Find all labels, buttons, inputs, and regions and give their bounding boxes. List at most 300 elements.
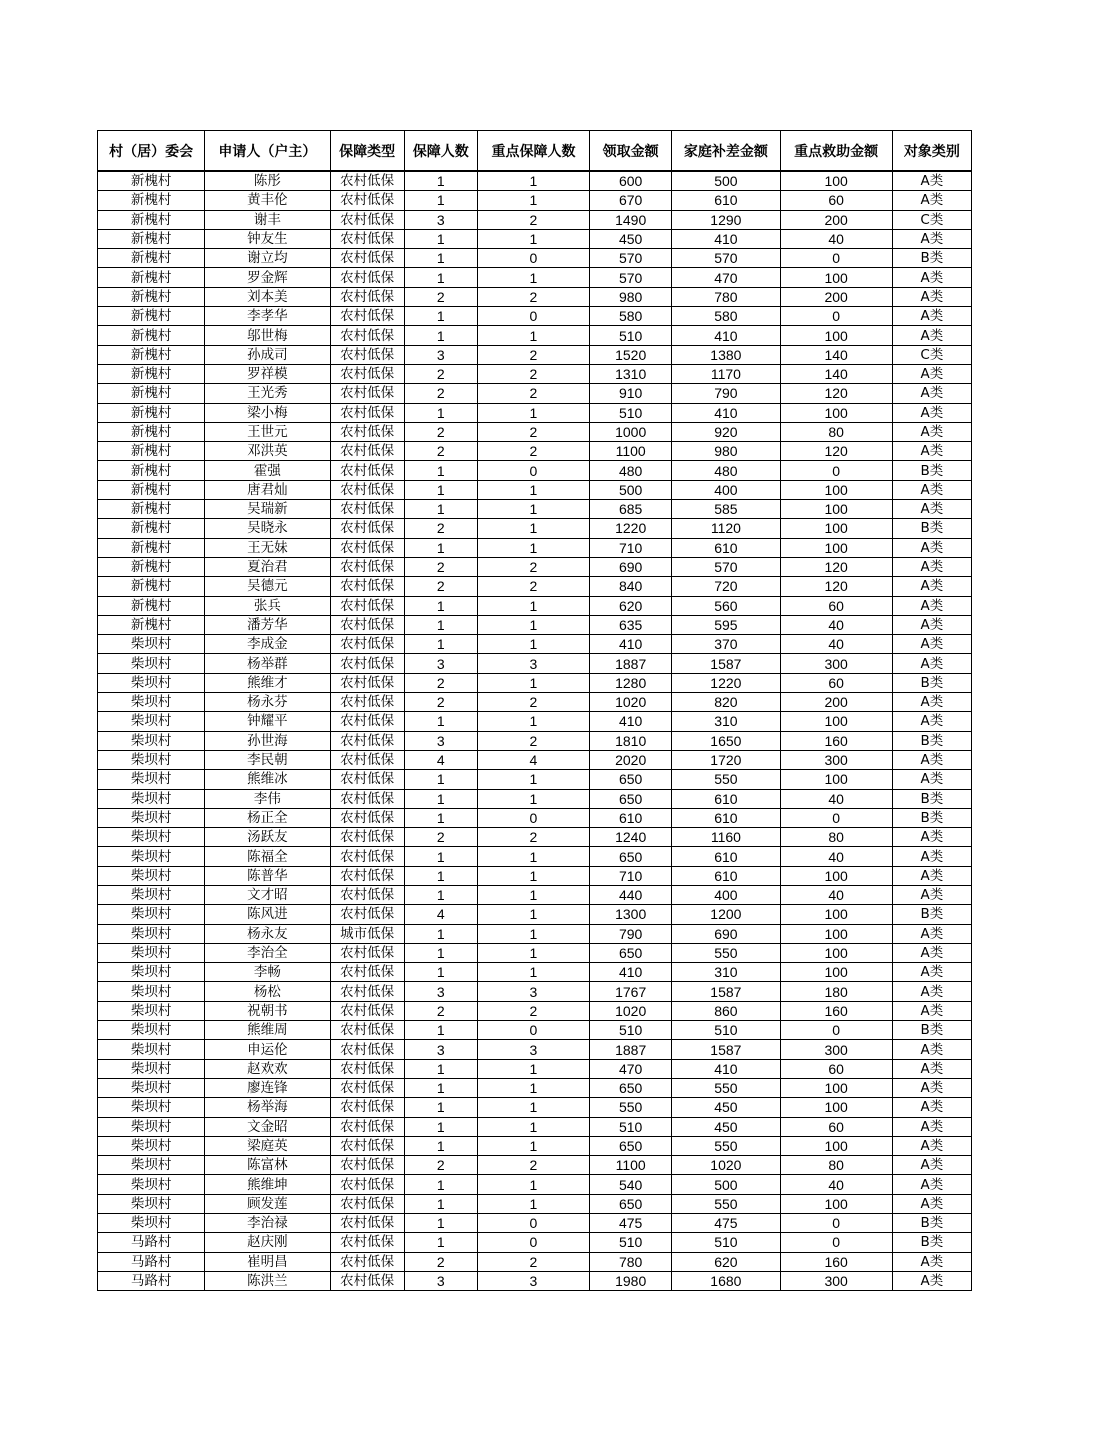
cell-received-amount: 650 xyxy=(590,847,672,866)
cell-family-subsidy: 780 xyxy=(672,287,780,306)
cell-family-subsidy: 610 xyxy=(672,789,780,808)
cell-security-type: 农村低保 xyxy=(330,808,404,827)
cell-key-relief: 0 xyxy=(780,808,892,827)
cell-applicant: 熊维周 xyxy=(205,1021,330,1040)
cell-received-amount: 610 xyxy=(590,808,672,827)
cell-category: B类 xyxy=(892,1021,971,1040)
table-row xyxy=(98,326,972,345)
cell-key-covered-count: 1 xyxy=(477,171,589,191)
cell-category: A类 xyxy=(892,577,971,596)
table-row xyxy=(98,1117,972,1136)
cell-applicant: 杨举群 xyxy=(205,654,330,673)
cell-village: 柴坝村 xyxy=(98,1214,205,1233)
cell-key-relief: 100 xyxy=(780,326,892,345)
cell-village: 新槐村 xyxy=(98,519,205,538)
cell-village: 新槐村 xyxy=(98,268,205,287)
cell-key-covered-count: 1 xyxy=(477,403,589,422)
table-row xyxy=(98,750,972,769)
table-row xyxy=(98,171,972,191)
cell-security-type: 农村低保 xyxy=(330,422,404,441)
cell-security-type: 农村低保 xyxy=(330,480,404,499)
cell-key-relief: 200 xyxy=(780,693,892,712)
cell-key-covered-count: 0 xyxy=(477,1021,589,1040)
cell-key-covered-count: 1 xyxy=(477,712,589,731)
cell-village: 柴坝村 xyxy=(98,1194,205,1213)
table-row xyxy=(98,885,972,904)
cell-security-type: 农村低保 xyxy=(330,905,404,924)
cell-family-subsidy: 500 xyxy=(672,1175,780,1194)
cell-key-covered-count: 1 xyxy=(477,229,589,248)
cell-security-type: 农村低保 xyxy=(330,770,404,789)
cell-security-type: 农村低保 xyxy=(330,538,404,557)
cell-covered-count: 1 xyxy=(404,1059,477,1078)
table-row xyxy=(98,693,972,712)
cell-applicant: 文金昭 xyxy=(205,1117,330,1136)
cell-applicant: 王光秀 xyxy=(205,384,330,403)
cell-applicant: 陈福全 xyxy=(205,847,330,866)
cell-applicant: 顾发莲 xyxy=(205,1194,330,1213)
cell-village: 新槐村 xyxy=(98,384,205,403)
cell-village: 柴坝村 xyxy=(98,1136,205,1155)
cell-covered-count: 1 xyxy=(404,1078,477,1097)
cell-covered-count: 1 xyxy=(404,808,477,827)
cell-applicant: 刘本美 xyxy=(205,287,330,306)
cell-village: 柴坝村 xyxy=(98,1175,205,1194)
cell-family-subsidy: 410 xyxy=(672,1059,780,1078)
cell-security-type: 农村低保 xyxy=(330,1194,404,1213)
header-key-covered-count: 重点保障人数 xyxy=(477,131,589,172)
cell-applicant: 吴瑞新 xyxy=(205,500,330,519)
cell-key-covered-count: 1 xyxy=(477,1136,589,1155)
cell-key-covered-count: 2 xyxy=(477,442,589,461)
cell-received-amount: 510 xyxy=(590,1117,672,1136)
cell-covered-count: 1 xyxy=(404,635,477,654)
cell-covered-count: 3 xyxy=(404,1271,477,1290)
cell-received-amount: 650 xyxy=(590,789,672,808)
cell-category: A类 xyxy=(892,847,971,866)
cell-applicant: 钟耀平 xyxy=(205,712,330,731)
cell-security-type: 农村低保 xyxy=(330,1001,404,1020)
assistance-table xyxy=(97,130,972,1291)
cell-key-relief: 0 xyxy=(780,1021,892,1040)
table-row xyxy=(98,828,972,847)
cell-category: A类 xyxy=(892,326,971,345)
cell-key-covered-count: 0 xyxy=(477,461,589,480)
cell-applicant: 唐君灿 xyxy=(205,480,330,499)
cell-security-type: 农村低保 xyxy=(330,1098,404,1117)
cell-key-covered-count: 2 xyxy=(477,1252,589,1271)
cell-key-covered-count: 0 xyxy=(477,1214,589,1233)
cell-key-relief: 100 xyxy=(780,519,892,538)
cell-category: A类 xyxy=(892,885,971,904)
cell-key-covered-count: 1 xyxy=(477,1078,589,1097)
cell-village: 柴坝村 xyxy=(98,789,205,808)
cell-key-relief: 100 xyxy=(780,1078,892,1097)
cell-applicant: 夏治君 xyxy=(205,557,330,576)
cell-key-covered-count: 1 xyxy=(477,538,589,557)
cell-security-type: 农村低保 xyxy=(330,384,404,403)
cell-security-type: 城市低保 xyxy=(330,924,404,943)
cell-received-amount: 840 xyxy=(590,577,672,596)
cell-family-subsidy: 510 xyxy=(672,1233,780,1252)
cell-family-subsidy: 720 xyxy=(672,577,780,596)
cell-village: 新槐村 xyxy=(98,461,205,480)
cell-received-amount: 600 xyxy=(590,171,672,191)
cell-key-covered-count: 2 xyxy=(477,422,589,441)
cell-key-relief: 100 xyxy=(780,943,892,962)
cell-key-relief: 60 xyxy=(780,596,892,615)
cell-category: A类 xyxy=(892,229,971,248)
cell-applicant: 潘芳华 xyxy=(205,615,330,634)
cell-received-amount: 710 xyxy=(590,538,672,557)
cell-category: A类 xyxy=(892,1098,971,1117)
cell-village: 柴坝村 xyxy=(98,1021,205,1040)
cell-received-amount: 470 xyxy=(590,1059,672,1078)
cell-covered-count: 2 xyxy=(404,828,477,847)
cell-received-amount: 510 xyxy=(590,1021,672,1040)
cell-key-covered-count: 1 xyxy=(477,635,589,654)
cell-village: 柴坝村 xyxy=(98,1078,205,1097)
cell-covered-count: 1 xyxy=(404,866,477,885)
cell-applicant: 张兵 xyxy=(205,596,330,615)
cell-family-subsidy: 610 xyxy=(672,847,780,866)
cell-category: A类 xyxy=(892,596,971,615)
cell-village: 新槐村 xyxy=(98,364,205,383)
cell-village: 新槐村 xyxy=(98,403,205,422)
cell-security-type: 农村低保 xyxy=(330,519,404,538)
cell-covered-count: 3 xyxy=(404,1040,477,1059)
cell-family-subsidy: 585 xyxy=(672,500,780,519)
cell-family-subsidy: 400 xyxy=(672,480,780,499)
cell-applicant: 李孝华 xyxy=(205,307,330,326)
cell-family-subsidy: 595 xyxy=(672,615,780,634)
cell-applicant: 李畅 xyxy=(205,963,330,982)
cell-key-covered-count: 2 xyxy=(477,287,589,306)
cell-family-subsidy: 1200 xyxy=(672,905,780,924)
cell-applicant: 孙世海 xyxy=(205,731,330,750)
table-row xyxy=(98,480,972,499)
cell-covered-count: 1 xyxy=(404,249,477,268)
header-family-subsidy: 家庭补差金额 xyxy=(672,131,780,172)
cell-village: 马路村 xyxy=(98,1252,205,1271)
cell-applicant: 李成金 xyxy=(205,635,330,654)
cell-received-amount: 635 xyxy=(590,615,672,634)
cell-security-type: 农村低保 xyxy=(330,693,404,712)
table-row xyxy=(98,905,972,924)
cell-village: 柴坝村 xyxy=(98,1059,205,1078)
cell-key-covered-count: 2 xyxy=(477,210,589,229)
cell-key-relief: 140 xyxy=(780,364,892,383)
cell-family-subsidy: 1380 xyxy=(672,345,780,364)
cell-key-relief: 160 xyxy=(780,1001,892,1020)
table-row xyxy=(98,789,972,808)
cell-security-type: 农村低保 xyxy=(330,210,404,229)
table-row xyxy=(98,364,972,383)
cell-family-subsidy: 450 xyxy=(672,1098,780,1117)
cell-category: B类 xyxy=(892,808,971,827)
cell-category: A类 xyxy=(892,963,971,982)
cell-key-covered-count: 1 xyxy=(477,770,589,789)
cell-received-amount: 1020 xyxy=(590,693,672,712)
cell-category: A类 xyxy=(892,442,971,461)
cell-covered-count: 1 xyxy=(404,191,477,210)
cell-applicant: 梁庭英 xyxy=(205,1136,330,1155)
cell-security-type: 农村低保 xyxy=(330,654,404,673)
cell-applicant: 王世元 xyxy=(205,422,330,441)
cell-village: 新槐村 xyxy=(98,326,205,345)
cell-family-subsidy: 410 xyxy=(672,326,780,345)
cell-key-covered-count: 1 xyxy=(477,1175,589,1194)
cell-family-subsidy: 570 xyxy=(672,249,780,268)
cell-key-relief: 100 xyxy=(780,480,892,499)
table-row xyxy=(98,538,972,557)
cell-security-type: 农村低保 xyxy=(330,345,404,364)
cell-received-amount: 570 xyxy=(590,268,672,287)
cell-family-subsidy: 1680 xyxy=(672,1271,780,1290)
cell-key-relief: 40 xyxy=(780,229,892,248)
cell-security-type: 农村低保 xyxy=(330,1233,404,1252)
cell-key-relief: 40 xyxy=(780,615,892,634)
cell-village: 新槐村 xyxy=(98,538,205,557)
cell-category: A类 xyxy=(892,268,971,287)
cell-village: 新槐村 xyxy=(98,577,205,596)
cell-family-subsidy: 500 xyxy=(672,171,780,191)
cell-received-amount: 790 xyxy=(590,924,672,943)
cell-family-subsidy: 690 xyxy=(672,924,780,943)
cell-received-amount: 410 xyxy=(590,712,672,731)
cell-family-subsidy: 1587 xyxy=(672,982,780,1001)
cell-security-type: 农村低保 xyxy=(330,789,404,808)
cell-category: B类 xyxy=(892,673,971,692)
cell-family-subsidy: 920 xyxy=(672,422,780,441)
cell-category: A类 xyxy=(892,307,971,326)
cell-village: 柴坝村 xyxy=(98,673,205,692)
cell-security-type: 农村低保 xyxy=(330,557,404,576)
cell-key-relief: 200 xyxy=(780,287,892,306)
cell-village: 新槐村 xyxy=(98,480,205,499)
cell-village: 柴坝村 xyxy=(98,828,205,847)
cell-category: B类 xyxy=(892,905,971,924)
cell-key-covered-count: 2 xyxy=(477,557,589,576)
cell-village: 新槐村 xyxy=(98,249,205,268)
cell-applicant: 罗金辉 xyxy=(205,268,330,287)
cell-village: 柴坝村 xyxy=(98,731,205,750)
cell-applicant: 吴晓永 xyxy=(205,519,330,538)
cell-key-covered-count: 2 xyxy=(477,577,589,596)
cell-key-relief: 80 xyxy=(780,828,892,847)
cell-security-type: 农村低保 xyxy=(330,268,404,287)
cell-category: A类 xyxy=(892,384,971,403)
cell-covered-count: 1 xyxy=(404,403,477,422)
cell-applicant: 罗祥模 xyxy=(205,364,330,383)
cell-family-subsidy: 410 xyxy=(672,229,780,248)
cell-security-type: 农村低保 xyxy=(330,847,404,866)
cell-key-covered-count: 1 xyxy=(477,866,589,885)
cell-key-covered-count: 0 xyxy=(477,249,589,268)
cell-received-amount: 440 xyxy=(590,885,672,904)
cell-key-covered-count: 0 xyxy=(477,307,589,326)
cell-category: A类 xyxy=(892,924,971,943)
cell-village: 马路村 xyxy=(98,1271,205,1290)
cell-covered-count: 2 xyxy=(404,693,477,712)
cell-applicant: 赵庆刚 xyxy=(205,1233,330,1252)
table-row xyxy=(98,442,972,461)
cell-covered-count: 2 xyxy=(404,577,477,596)
cell-received-amount: 780 xyxy=(590,1252,672,1271)
cell-applicant: 谢丰 xyxy=(205,210,330,229)
cell-village: 柴坝村 xyxy=(98,1156,205,1175)
cell-covered-count: 1 xyxy=(404,596,477,615)
cell-security-type: 农村低保 xyxy=(330,731,404,750)
cell-covered-count: 3 xyxy=(404,345,477,364)
header-row xyxy=(98,131,972,172)
cell-key-relief: 0 xyxy=(780,249,892,268)
cell-category: B类 xyxy=(892,249,971,268)
table-row xyxy=(98,943,972,962)
table-row xyxy=(98,1175,972,1194)
cell-key-covered-count: 1 xyxy=(477,268,589,287)
cell-category: A类 xyxy=(892,1194,971,1213)
cell-received-amount: 980 xyxy=(590,287,672,306)
cell-security-type: 农村低保 xyxy=(330,1136,404,1155)
cell-key-relief: 300 xyxy=(780,1271,892,1290)
cell-security-type: 农村低保 xyxy=(330,1117,404,1136)
cell-family-subsidy: 570 xyxy=(672,557,780,576)
cell-received-amount: 1240 xyxy=(590,828,672,847)
cell-key-covered-count: 3 xyxy=(477,982,589,1001)
cell-family-subsidy: 790 xyxy=(672,384,780,403)
cell-security-type: 农村低保 xyxy=(330,191,404,210)
table-row xyxy=(98,345,972,364)
cell-security-type: 农村低保 xyxy=(330,364,404,383)
table-row xyxy=(98,461,972,480)
cell-family-subsidy: 610 xyxy=(672,191,780,210)
cell-key-relief: 100 xyxy=(780,905,892,924)
cell-covered-count: 3 xyxy=(404,654,477,673)
cell-covered-count: 1 xyxy=(404,171,477,191)
cell-security-type: 农村低保 xyxy=(330,403,404,422)
table-row xyxy=(98,615,972,634)
cell-received-amount: 510 xyxy=(590,403,672,422)
cell-key-covered-count: 0 xyxy=(477,808,589,827)
cell-key-covered-count: 1 xyxy=(477,519,589,538)
cell-covered-count: 2 xyxy=(404,557,477,576)
cell-security-type: 农村低保 xyxy=(330,673,404,692)
cell-applicant: 杨正全 xyxy=(205,808,330,827)
cell-covered-count: 1 xyxy=(404,1021,477,1040)
cell-village: 柴坝村 xyxy=(98,693,205,712)
cell-family-subsidy: 550 xyxy=(672,1078,780,1097)
cell-applicant: 李民朝 xyxy=(205,750,330,769)
table-row xyxy=(98,982,972,1001)
cell-applicant: 李治全 xyxy=(205,943,330,962)
cell-received-amount: 650 xyxy=(590,770,672,789)
cell-family-subsidy: 560 xyxy=(672,596,780,615)
cell-category: B类 xyxy=(892,461,971,480)
cell-village: 新槐村 xyxy=(98,191,205,210)
cell-security-type: 农村低保 xyxy=(330,500,404,519)
table-row xyxy=(98,191,972,210)
cell-security-type: 农村低保 xyxy=(330,1156,404,1175)
cell-key-covered-count: 4 xyxy=(477,750,589,769)
cell-covered-count: 1 xyxy=(404,789,477,808)
cell-category: B类 xyxy=(892,789,971,808)
table-row xyxy=(98,384,972,403)
cell-family-subsidy: 1170 xyxy=(672,364,780,383)
cell-category: A类 xyxy=(892,615,971,634)
cell-key-covered-count: 1 xyxy=(477,615,589,634)
cell-key-relief: 120 xyxy=(780,442,892,461)
cell-category: A类 xyxy=(892,982,971,1001)
header-key-relief: 重点救助金额 xyxy=(780,131,892,172)
cell-family-subsidy: 480 xyxy=(672,461,780,480)
cell-covered-count: 1 xyxy=(404,770,477,789)
cell-received-amount: 1300 xyxy=(590,905,672,924)
cell-covered-count: 1 xyxy=(404,1233,477,1252)
cell-category: A类 xyxy=(892,1271,971,1290)
cell-family-subsidy: 1587 xyxy=(672,654,780,673)
cell-category: B类 xyxy=(892,731,971,750)
cell-applicant: 陈风进 xyxy=(205,905,330,924)
cell-category: B类 xyxy=(892,519,971,538)
cell-received-amount: 450 xyxy=(590,229,672,248)
cell-key-relief: 60 xyxy=(780,673,892,692)
table-row xyxy=(98,808,972,827)
cell-category: B类 xyxy=(892,1233,971,1252)
cell-category: C类 xyxy=(892,345,971,364)
cell-received-amount: 1810 xyxy=(590,731,672,750)
cell-family-subsidy: 450 xyxy=(672,1117,780,1136)
cell-received-amount: 1887 xyxy=(590,654,672,673)
table-row xyxy=(98,1078,972,1097)
cell-covered-count: 2 xyxy=(404,1156,477,1175)
cell-security-type: 农村低保 xyxy=(330,229,404,248)
cell-key-relief: 0 xyxy=(780,1233,892,1252)
cell-covered-count: 1 xyxy=(404,1214,477,1233)
cell-category: A类 xyxy=(892,500,971,519)
cell-category: A类 xyxy=(892,191,971,210)
cell-category: A类 xyxy=(892,1136,971,1155)
cell-key-covered-count: 2 xyxy=(477,384,589,403)
cell-family-subsidy: 1120 xyxy=(672,519,780,538)
table-row xyxy=(98,307,972,326)
table-row xyxy=(98,596,972,615)
cell-family-subsidy: 610 xyxy=(672,808,780,827)
cell-key-relief: 100 xyxy=(780,866,892,885)
cell-key-relief: 0 xyxy=(780,307,892,326)
cell-family-subsidy: 550 xyxy=(672,1136,780,1155)
cell-covered-count: 1 xyxy=(404,500,477,519)
cell-village: 柴坝村 xyxy=(98,924,205,943)
cell-received-amount: 2020 xyxy=(590,750,672,769)
cell-key-covered-count: 1 xyxy=(477,500,589,519)
cell-key-covered-count: 1 xyxy=(477,963,589,982)
cell-key-covered-count: 2 xyxy=(477,364,589,383)
cell-village: 柴坝村 xyxy=(98,885,205,904)
table-row xyxy=(98,1001,972,1020)
cell-received-amount: 1020 xyxy=(590,1001,672,1020)
cell-family-subsidy: 1587 xyxy=(672,1040,780,1059)
cell-covered-count: 2 xyxy=(404,384,477,403)
cell-security-type: 农村低保 xyxy=(330,596,404,615)
cell-received-amount: 500 xyxy=(590,480,672,499)
cell-category: A类 xyxy=(892,287,971,306)
cell-applicant: 邬世梅 xyxy=(205,326,330,345)
cell-key-covered-count: 1 xyxy=(477,1117,589,1136)
cell-key-relief: 120 xyxy=(780,577,892,596)
cell-key-relief: 40 xyxy=(780,847,892,866)
cell-covered-count: 1 xyxy=(404,1175,477,1194)
